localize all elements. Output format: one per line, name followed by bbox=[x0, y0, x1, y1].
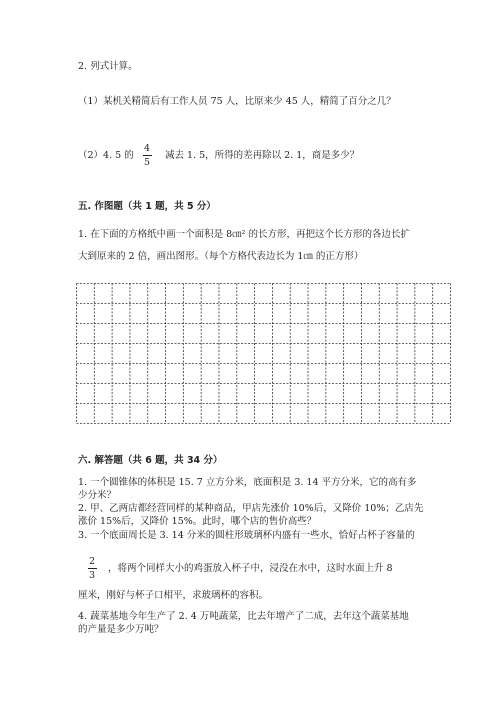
fraction-four-fifths bbox=[141, 143, 153, 168]
answer-question-1-line-2: 少分米？ bbox=[78, 490, 117, 501]
answer-question-3-line-1: 3. 一个底面周长是 3. 14 分米的圆柱形玻璃杯内盛有一些水，恰好占杯子容量的 bbox=[78, 530, 415, 541]
question-2-part-1: （1）某机关精简后有工作人员 75 人，比原来少 45 人，精简了百分之几？ bbox=[78, 96, 396, 107]
square-grid-paper bbox=[76, 283, 451, 424]
answer-question-2-line-2: 涨价 15%后，又降价 15%。此时，哪个店的售价高些？ bbox=[78, 516, 317, 527]
answer-question-2-line-1: 2. 甲、乙两店都经营同样的某种商品，甲店先涨价 10%后，又降价 10%；乙店先 bbox=[78, 503, 424, 514]
answer-question-4-line-1: 4. 蔬菜基地今年生产了 2. 4 万吨蔬菜，比去年增产了二成，去年这个蔬菜基地 bbox=[78, 611, 409, 622]
section-6-title: 六. 解答题（共 6 题，共 34 分） bbox=[78, 455, 223, 466]
question-2-heading: 2. 列式计算。 bbox=[78, 61, 138, 72]
fraction-denominator: 5 bbox=[143, 157, 151, 168]
answer-question-1-line-1: 1. 一个圆锥体的体积是 15. 7 立方分米，底面积是 3. 14 平方分米，它的高有多 bbox=[78, 477, 417, 488]
fraction-numerator: 2 bbox=[88, 556, 96, 567]
question-2-part-2-prefix: （2）4. 5 的 bbox=[78, 150, 134, 161]
answer-question-4-line-2: 的产量是多少万吨？ bbox=[78, 624, 164, 635]
answer-question-3-line-3: 厘米，刚好与杯子口相平，求玻璃杯的容积。 bbox=[78, 590, 269, 601]
fraction-denominator: 3 bbox=[88, 570, 96, 581]
fraction-two-thirds bbox=[86, 556, 98, 581]
question-2-part-2-suffix: 减去 1. 5，所得的差再除以 2. 1，商是多少？ bbox=[165, 150, 360, 161]
answer-question-3-line-2: ，将两个同样大小的鸡蛋放入杯子中，浸没在水中，这时水面上升 8 bbox=[108, 563, 393, 574]
drawing-question-line-1: 1. 在下面的方格纸中画一个面积是 8㎝² 的长方形，再把这个长方形的各边长扩 bbox=[78, 229, 410, 240]
section-5-title: 五. 作图题（共 1 题，共 5 分） bbox=[78, 201, 216, 212]
drawing-question-line-2: 大到原来的 2 倍，画出图形。（每个方格代表边长为 1㎝ 的正方形） bbox=[78, 251, 364, 262]
fraction-numerator: 4 bbox=[143, 143, 151, 154]
